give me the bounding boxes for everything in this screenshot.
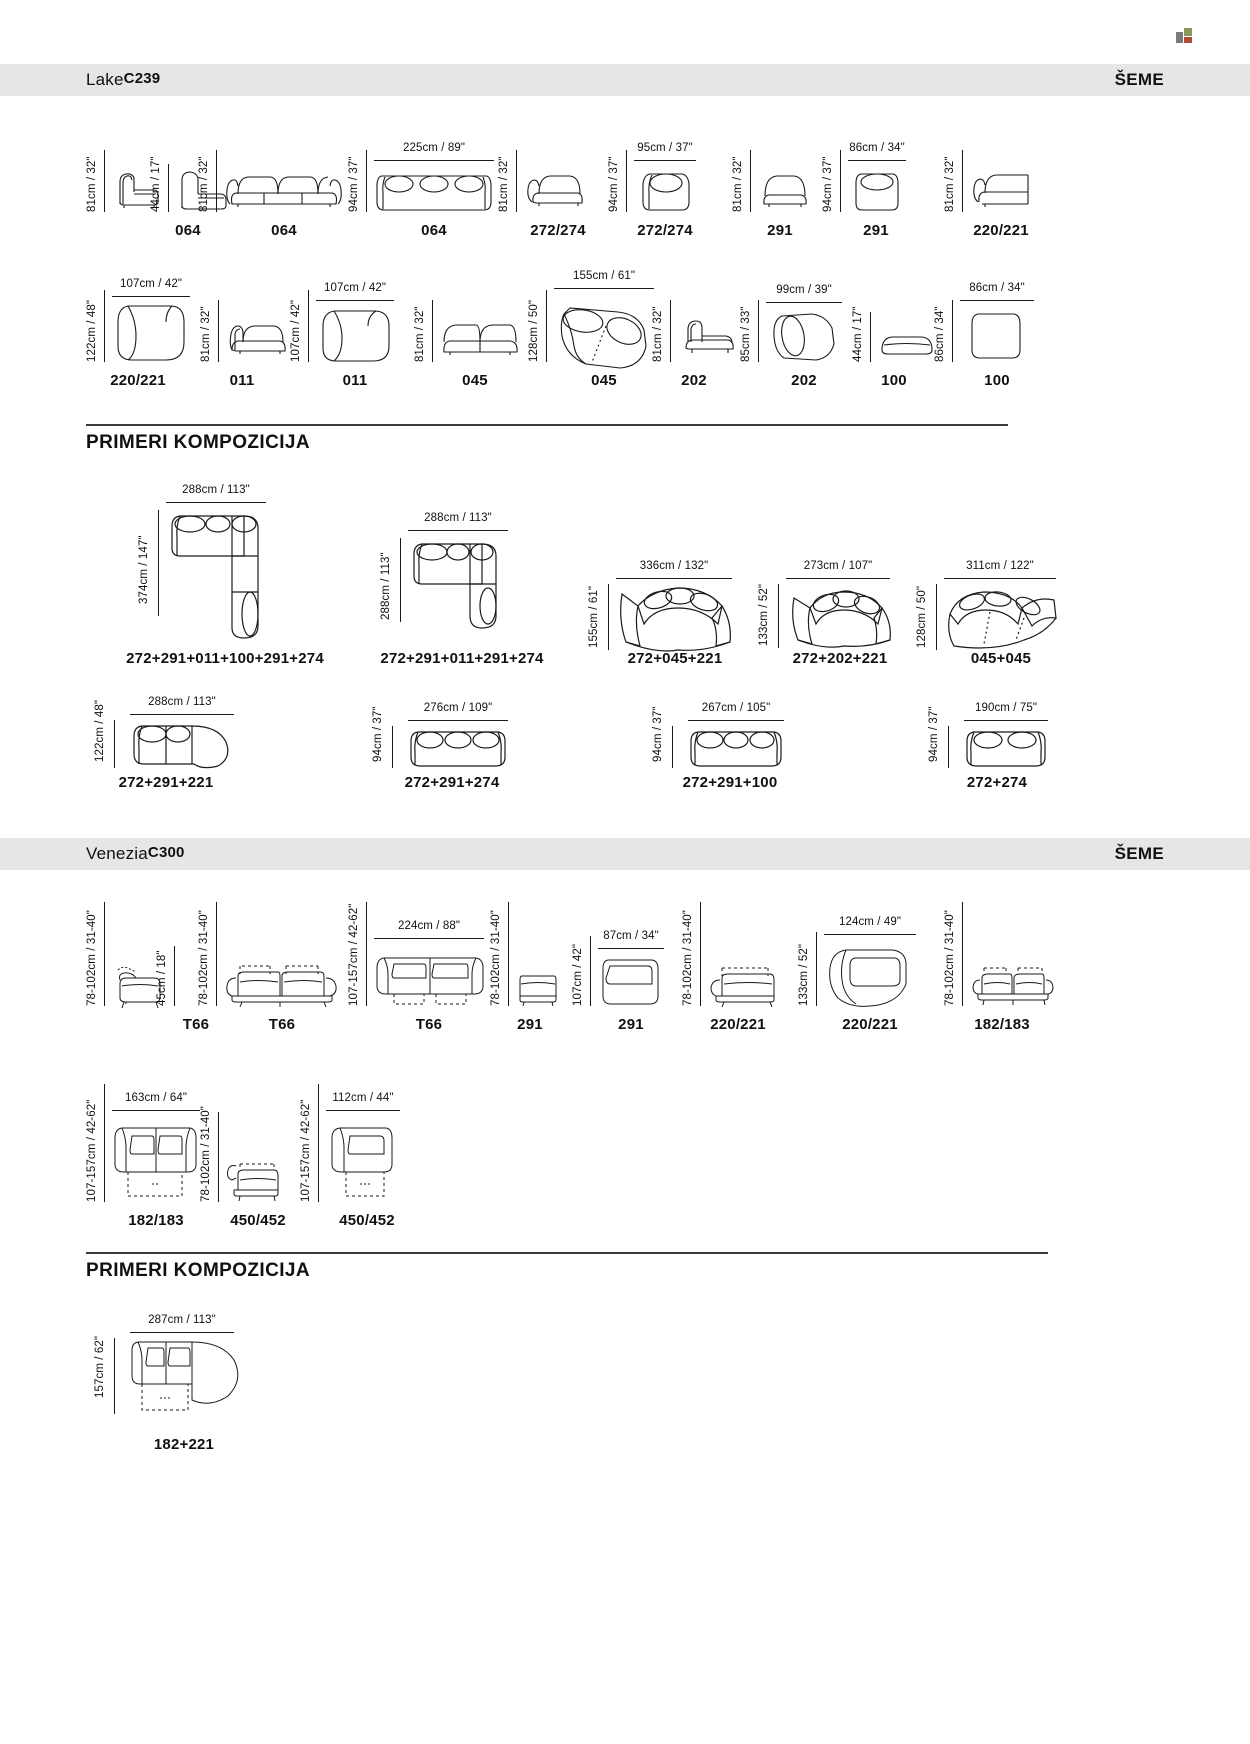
module-code: 220/221 <box>110 372 166 389</box>
dim-height: 78-102cm / 31-40" <box>198 910 210 1006</box>
ven-sofa-front-icon <box>224 962 340 1010</box>
dim-height: 81cm / 32" <box>86 156 98 212</box>
dim-width: 267cm / 105" <box>701 702 771 714</box>
composition-code: 272+045+221 <box>627 650 723 667</box>
module-code: 272/274 <box>637 222 693 239</box>
dim-height: 94cm / 37" <box>608 156 620 212</box>
module-corner-top-icon <box>640 164 692 214</box>
composition-double-curve-icon <box>944 588 1060 650</box>
curved-module-top-icon <box>556 300 652 370</box>
dim-height: 107cm / 42" <box>290 299 302 362</box>
module-code: 011 <box>229 372 255 389</box>
dim-height: 374cm / 147" <box>138 535 150 604</box>
dim-height: 44cm / 17" <box>150 156 162 212</box>
dim-height: 128cm / 50" <box>916 585 928 648</box>
dim-width: 336cm / 132" <box>639 560 709 572</box>
module-code: 011 <box>342 372 368 389</box>
dim-width: 155cm / 61" <box>572 270 636 282</box>
dim-width: 87cm / 34" <box>603 930 659 942</box>
module-code: 291 <box>863 222 889 239</box>
sofa-three-seat-top-icon <box>374 164 494 214</box>
dim-height: 78-102cm / 31-40" <box>86 910 98 1006</box>
chaise-front-icon <box>970 164 1032 212</box>
module-code: 045 <box>591 372 617 389</box>
composition-sofa-icon <box>964 726 1048 770</box>
dim-height: 81cm / 32" <box>498 156 510 212</box>
dim-height: 157cm / 62" <box>94 1335 106 1398</box>
dim-width: 288cm / 113" <box>148 696 216 708</box>
dim-height: 94cm / 37" <box>652 706 664 762</box>
dim-height: 86cm / 34" <box>934 306 946 362</box>
section-band-venezia <box>0 838 1250 870</box>
dim-height: 107cm / 42" <box>572 943 584 1006</box>
dim-height: 128cm / 50" <box>528 299 540 362</box>
module-code: 100 <box>881 372 907 389</box>
dim-height: 81cm / 32" <box>198 156 210 212</box>
ven-220-front-icon <box>708 964 780 1010</box>
dim-height: 107-157cm / 42-62" <box>300 1099 312 1202</box>
dim-width: 95cm / 37" <box>637 142 693 154</box>
dim-height: 78-102cm / 31-40" <box>944 910 956 1006</box>
corner-unit-top-icon <box>318 308 394 364</box>
module-code: 064 <box>271 222 297 239</box>
dim-width: 288cm / 113" <box>182 484 250 496</box>
module-code: 182/183 <box>974 1016 1030 1033</box>
composition-code: 272+291+100 <box>682 774 778 791</box>
module-code: 220/221 <box>710 1016 766 1033</box>
composition-code: 272+291+274 <box>404 774 500 791</box>
dim-height: 81cm / 32" <box>414 306 426 362</box>
module-code: 064 <box>175 222 201 239</box>
composition-code: 045+045 <box>970 650 1032 667</box>
dim-height: 45cm / 18" <box>156 950 168 1006</box>
module-code: 291 <box>767 222 793 239</box>
module-code: 045 <box>462 372 488 389</box>
dim-height: 44cm / 17" <box>852 306 864 362</box>
dim-height: 94cm / 37" <box>822 156 834 212</box>
dim-width: 124cm / 49" <box>838 916 902 928</box>
composition-code: 272+291+221 <box>118 774 214 791</box>
dim-width: 190cm / 75" <box>974 702 1038 714</box>
dim-width: 163cm / 64" <box>124 1092 188 1104</box>
ven-450-front-icon <box>226 1160 286 1206</box>
curved-module-front-icon <box>440 314 520 360</box>
dim-height: 133cm / 52" <box>798 943 810 1006</box>
sofa-three-seat-front-icon <box>224 164 344 212</box>
dim-height: 94cm / 37" <box>372 706 384 762</box>
composition-code: 272+291+011+291+274 <box>380 650 544 667</box>
module-code: 220/221 <box>842 1016 898 1033</box>
module-code: 272/274 <box>530 222 586 239</box>
section-band-lake <box>0 64 1250 96</box>
dim-height: 78-102cm / 31-40" <box>682 910 694 1006</box>
dim-width: 288cm / 113" <box>424 512 492 524</box>
dim-height: 78-102cm / 31-40" <box>200 1106 212 1202</box>
dim-width: 311cm / 122" <box>966 560 1034 572</box>
corner-unit-front-icon <box>226 314 288 362</box>
pouf-front-icon <box>878 334 936 358</box>
module-code: 291 <box>618 1016 644 1033</box>
dim-height: 81cm / 32" <box>200 306 212 362</box>
dim-height: 81cm / 32" <box>652 306 664 362</box>
chair-202-front-icon <box>678 316 736 360</box>
ven-291-top-icon <box>600 956 662 1008</box>
dim-width: 107cm / 42" <box>323 282 387 294</box>
dim-height: 122cm / 48" <box>86 299 98 362</box>
section-band-right-label-lake: ŠEME <box>1114 70 1164 89</box>
dim-height: 107-157cm / 42-62" <box>86 1099 98 1202</box>
module-code: 064 <box>421 222 447 239</box>
module-code: 202 <box>791 372 817 389</box>
composition-chaise-icon <box>130 720 238 770</box>
dim-width: 107cm / 42" <box>119 278 183 290</box>
module-code: T66 <box>415 1016 443 1033</box>
composition-l-shape-icon <box>166 510 276 644</box>
dim-height: 81cm / 32" <box>732 156 744 212</box>
module-code: 450/452 <box>230 1212 286 1229</box>
dim-width: 225cm / 89" <box>402 142 466 154</box>
ven-182-front-icon <box>970 964 1056 1010</box>
module-code: 450/452 <box>339 1212 395 1229</box>
composition-code: 272+291+011+100+291+274 <box>126 650 324 667</box>
dim-width: 86cm / 34" <box>969 282 1025 294</box>
dim-height: 94cm / 37" <box>348 156 360 212</box>
chair-202-top-icon <box>768 310 840 364</box>
module-corner-front-icon <box>524 164 586 212</box>
pouf-top-icon <box>968 310 1024 362</box>
ven-220-top-icon <box>826 946 914 1008</box>
dim-height: 78-102cm / 31-40" <box>490 910 502 1006</box>
composition-l-shape-icon <box>408 538 512 644</box>
ven-sofa-top-icon <box>374 950 486 1008</box>
module-code: T66 <box>268 1016 296 1033</box>
ven-armchair-side-icon <box>182 964 192 1010</box>
module-code: 291 <box>517 1016 543 1033</box>
dim-width: 224cm / 88" <box>397 920 461 932</box>
ven-composition-chaise-icon <box>130 1338 246 1418</box>
color-registration-mark <box>1176 28 1192 44</box>
chaise-top-icon <box>114 302 190 364</box>
composition-code: 272+274 <box>966 774 1028 791</box>
section-title-venezia: Venezia C300 <box>86 844 185 863</box>
dim-width: 273cm / 107" <box>803 560 873 572</box>
module-code: 100 <box>984 372 1010 389</box>
compositions-title-lake: PRIMERI KOMPOZICIJA <box>86 432 311 453</box>
ven-291-front-icon <box>516 970 560 1010</box>
dim-width: 276cm / 109" <box>423 702 493 714</box>
composition-sofa-icon <box>688 726 784 770</box>
module-code: 220/221 <box>973 222 1029 239</box>
dim-height: 81cm / 32" <box>944 156 956 212</box>
module-code: 202 <box>681 372 707 389</box>
composition-sofa-icon <box>408 726 508 770</box>
dim-height: 94cm / 37" <box>928 706 940 762</box>
dim-width: 112cm / 44" <box>332 1092 394 1104</box>
dim-width: 86cm / 34" <box>849 142 905 154</box>
dim-width: 287cm / 113" <box>148 1314 216 1326</box>
composition-curved-icon <box>616 584 738 650</box>
dim-width: 99cm / 39" <box>776 284 832 296</box>
compositions-title-venezia: PRIMERI KOMPOZICIJA <box>86 1260 311 1281</box>
divider <box>86 1252 1048 1254</box>
module-code: T66 <box>182 1016 210 1033</box>
module-seat-front-icon <box>760 166 810 212</box>
composition-curved-icon <box>788 584 896 648</box>
divider <box>86 424 1008 426</box>
composition-code: 272+202+221 <box>792 650 888 667</box>
module-seat-top-icon <box>852 164 902 214</box>
dim-height: 107-157cm / 42-62" <box>348 903 360 1006</box>
dim-height: 288cm / 113" <box>380 552 392 620</box>
dim-height: 85cm / 33" <box>740 306 752 362</box>
dim-height: 122cm / 48" <box>94 699 106 762</box>
composition-code: 182+221 <box>153 1436 215 1453</box>
section-band-right-label-venezia: ŠEME <box>1114 844 1164 863</box>
dim-height: 155cm / 61" <box>588 585 600 648</box>
ven-450-top-icon <box>328 1124 398 1202</box>
section-title-lake: Lake C239 <box>86 70 161 89</box>
module-code: 182/183 <box>128 1212 184 1229</box>
ven-182-top-icon <box>112 1124 200 1202</box>
dim-height: 133cm / 52" <box>758 583 770 646</box>
